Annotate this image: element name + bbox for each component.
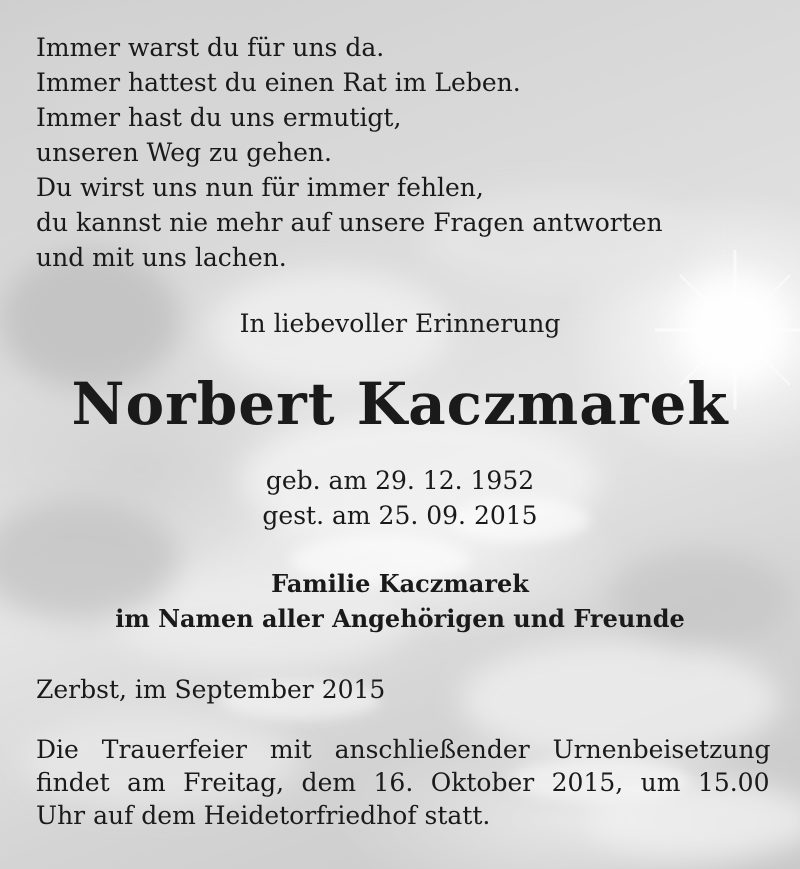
death-date: gest. am 25. 09. 2015 — [262, 501, 538, 530]
poem-line: und mit uns lachen. — [36, 243, 287, 272]
funeral-line — [36, 766, 770, 799]
poem-line: Immer warst du für uns da. — [36, 33, 385, 62]
life-dates — [0, 463, 800, 533]
remembrance-heading: In liebevoller Erinnerung — [239, 309, 561, 338]
poem-line: Immer hattest du einen Rat im Leben. — [36, 68, 521, 97]
funeral-line — [36, 733, 770, 766]
funeral-line-text: findet am Freitag, dem 16. Oktober 2015, um 15.00 — [36, 768, 770, 797]
place-and-date: Zerbst, im September 2015 — [36, 675, 386, 704]
poem — [36, 30, 663, 275]
family-name: Familie Kaczmarek — [271, 569, 529, 598]
birth-date: geb. am 29. 12. 1952 — [265, 466, 535, 495]
poem-line: Du wirst uns nun für immer fehlen, — [36, 173, 484, 202]
funeral-details — [36, 733, 770, 832]
funeral-line-text: Die Trauerfeier mit anschließender Urnenbeisetzung — [36, 735, 771, 764]
poem-line: unseren Weg zu gehen. — [36, 138, 332, 167]
poem-line: du kannst nie mehr auf unsere Fragen antworten — [36, 208, 663, 237]
poem-line: Immer hast du uns ermutigt, — [36, 103, 402, 132]
funeral-line — [36, 799, 770, 832]
deceased-name: Norbert Kaczmarek — [71, 370, 729, 438]
family-signature — [0, 566, 800, 636]
family-subtitle: im Namen aller Angehörigen und Freunde — [115, 604, 685, 633]
funeral-line-text: Uhr auf dem Heidetorfriedhof statt. — [36, 801, 491, 830]
